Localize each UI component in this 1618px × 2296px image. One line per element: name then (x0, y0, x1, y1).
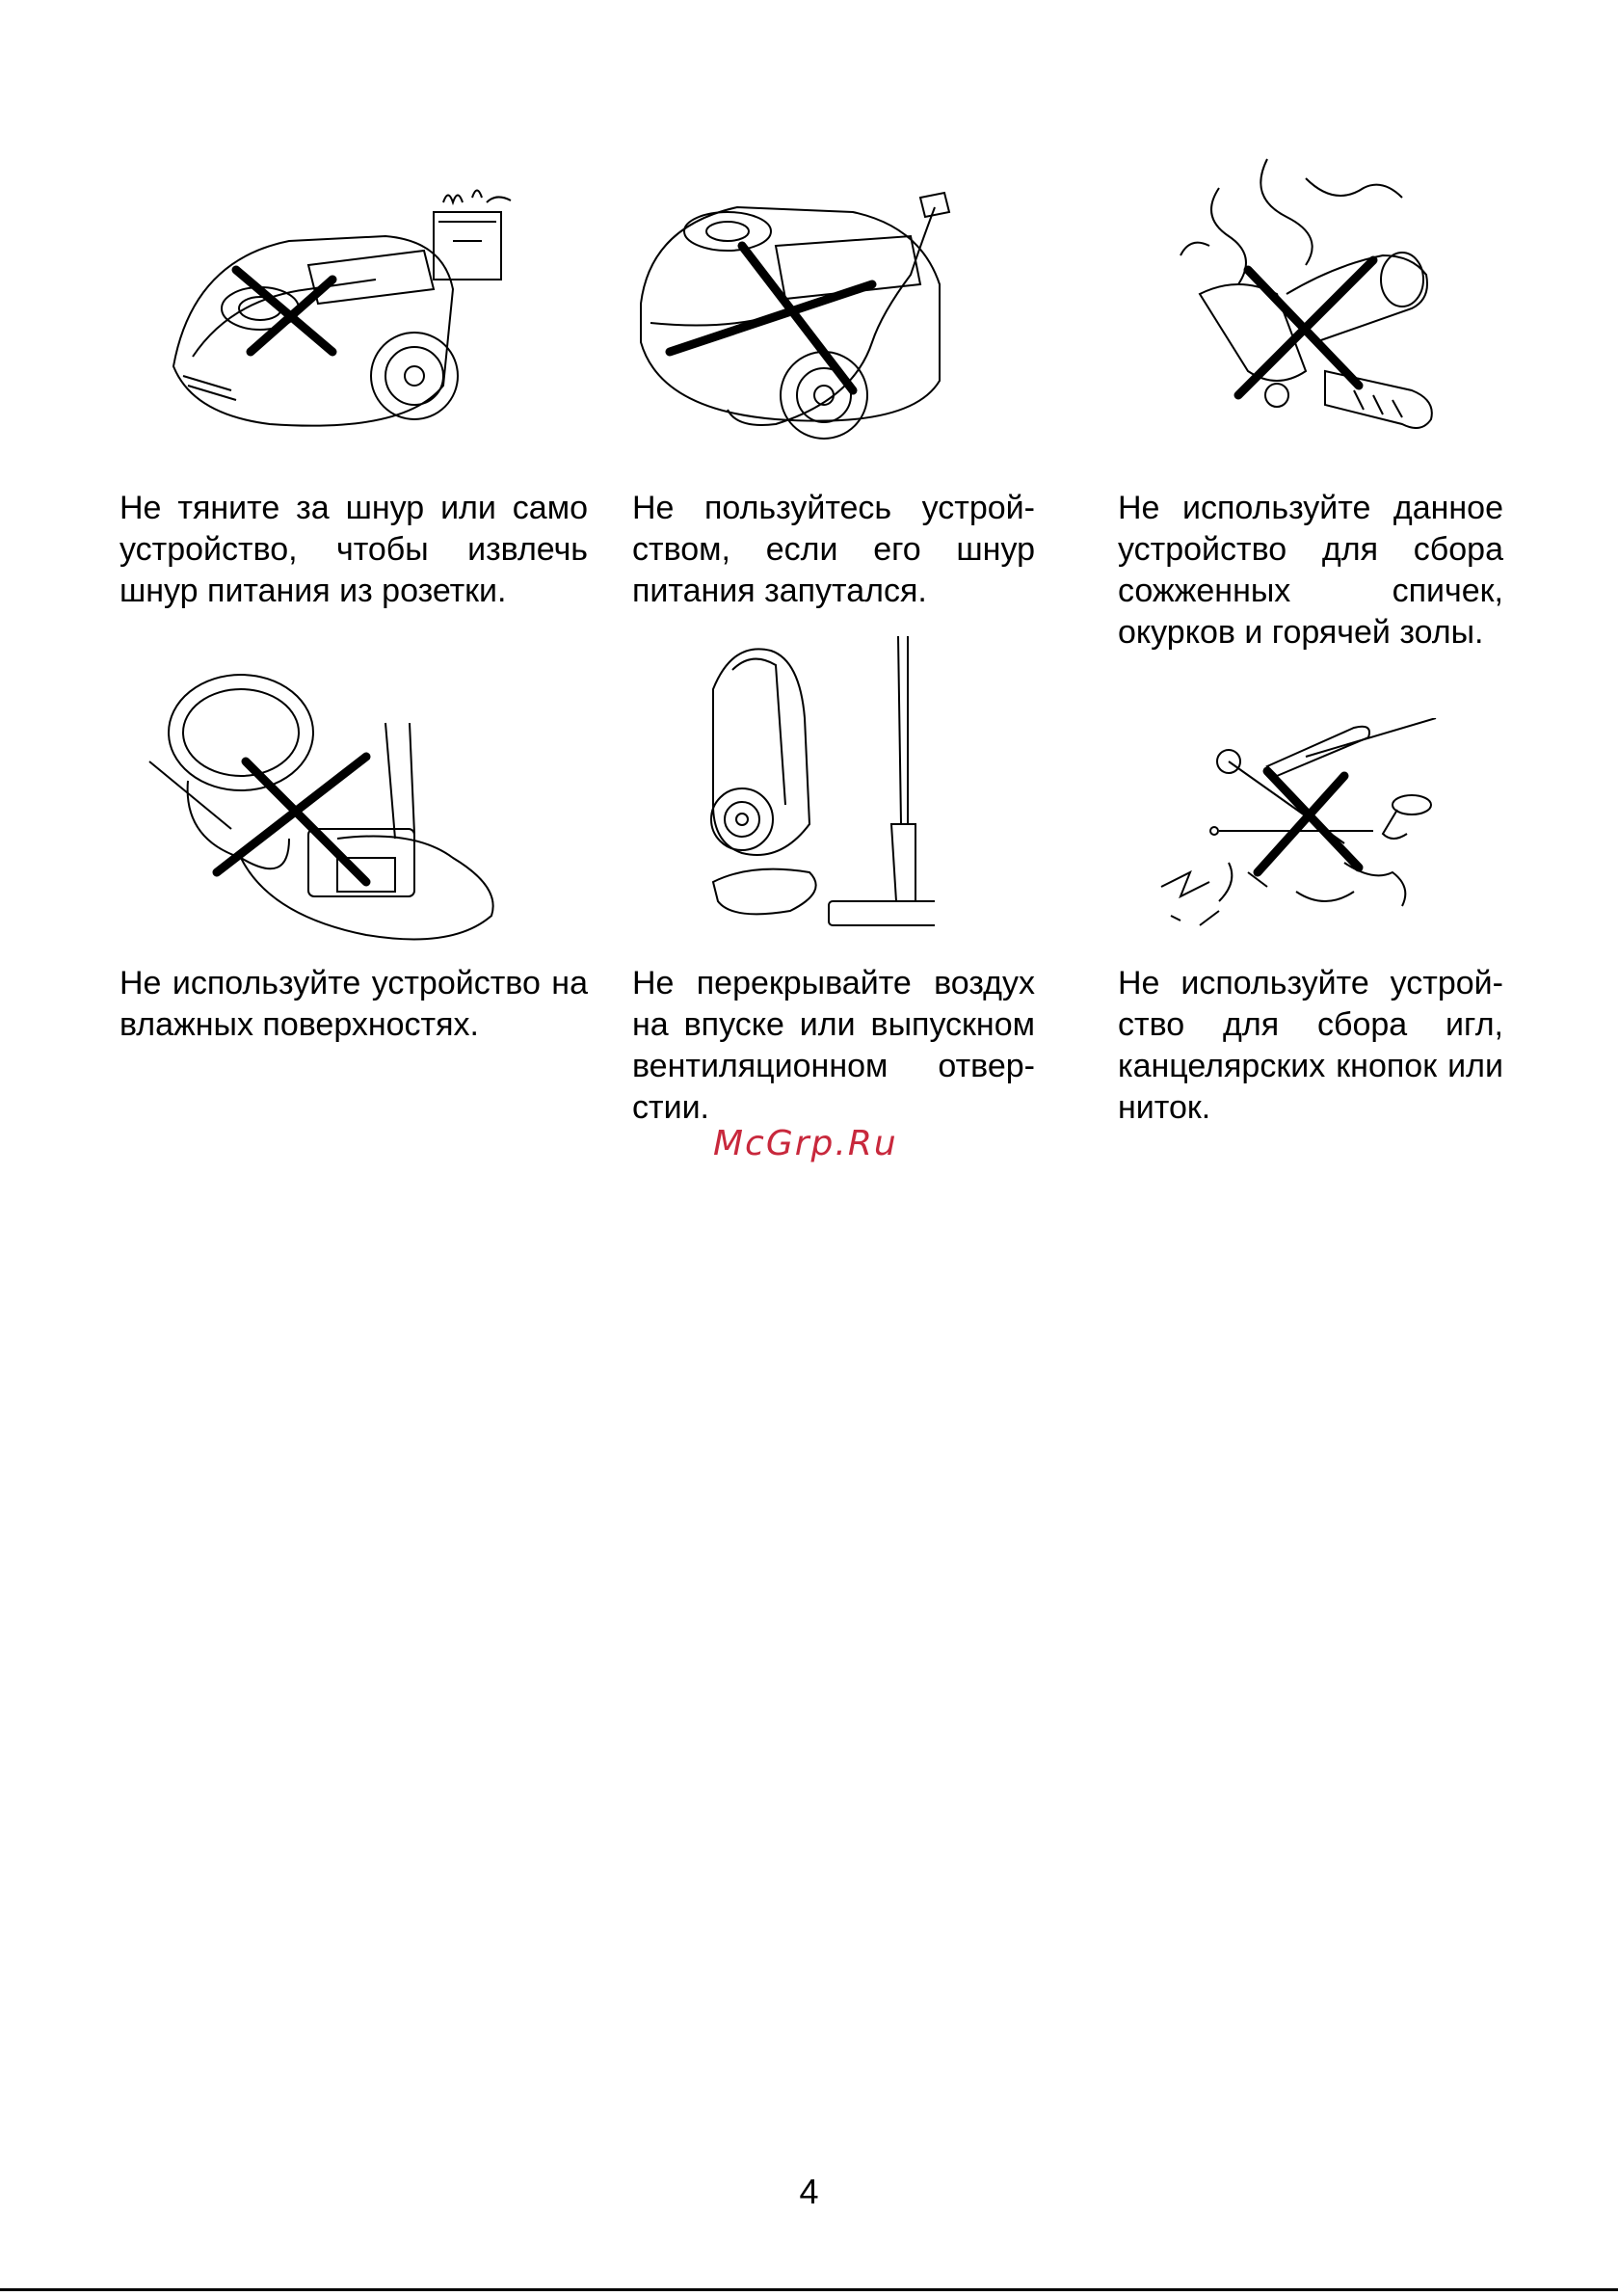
vacuum-blocked-vent-icon (694, 631, 935, 940)
caption-wet-surface: Не используйте устройство на влажных поверхностях. (119, 965, 588, 1043)
wet-surface-icon (145, 665, 511, 949)
vacuum-tangled-cord-icon (631, 188, 978, 453)
page-number: 4 (799, 2172, 819, 2211)
caption-hot-ash: Не используйте данное устройство для сбора сожженных спичек, окурков и горячей золы. (1118, 490, 1503, 651)
vacuum-cord-pull-icon (154, 183, 540, 453)
bottom-rule (0, 2288, 1618, 2291)
hot-ash-cigarette-icon (1161, 149, 1450, 429)
caption-blocked-vent: Не перекрывайте воздух на впуске или выпускном вентиляционном отвер-стии. (632, 965, 1035, 1126)
needles-pins-icon (1152, 718, 1441, 935)
caption-tangled-cord: Не пользуйтесь устрой-ством, если его шнур питания запутался. (632, 490, 1035, 609)
watermark: McGrp.Ru (713, 1124, 898, 1163)
caption-needles-pins: Не используйте устрой-ство для сбора игл, канцелярских кнопок или ниток. (1118, 965, 1503, 1126)
caption-cord-pull: Не тяните за шнур или само устройство, чтобы извлечь шнур питания из розетки. (119, 490, 588, 609)
